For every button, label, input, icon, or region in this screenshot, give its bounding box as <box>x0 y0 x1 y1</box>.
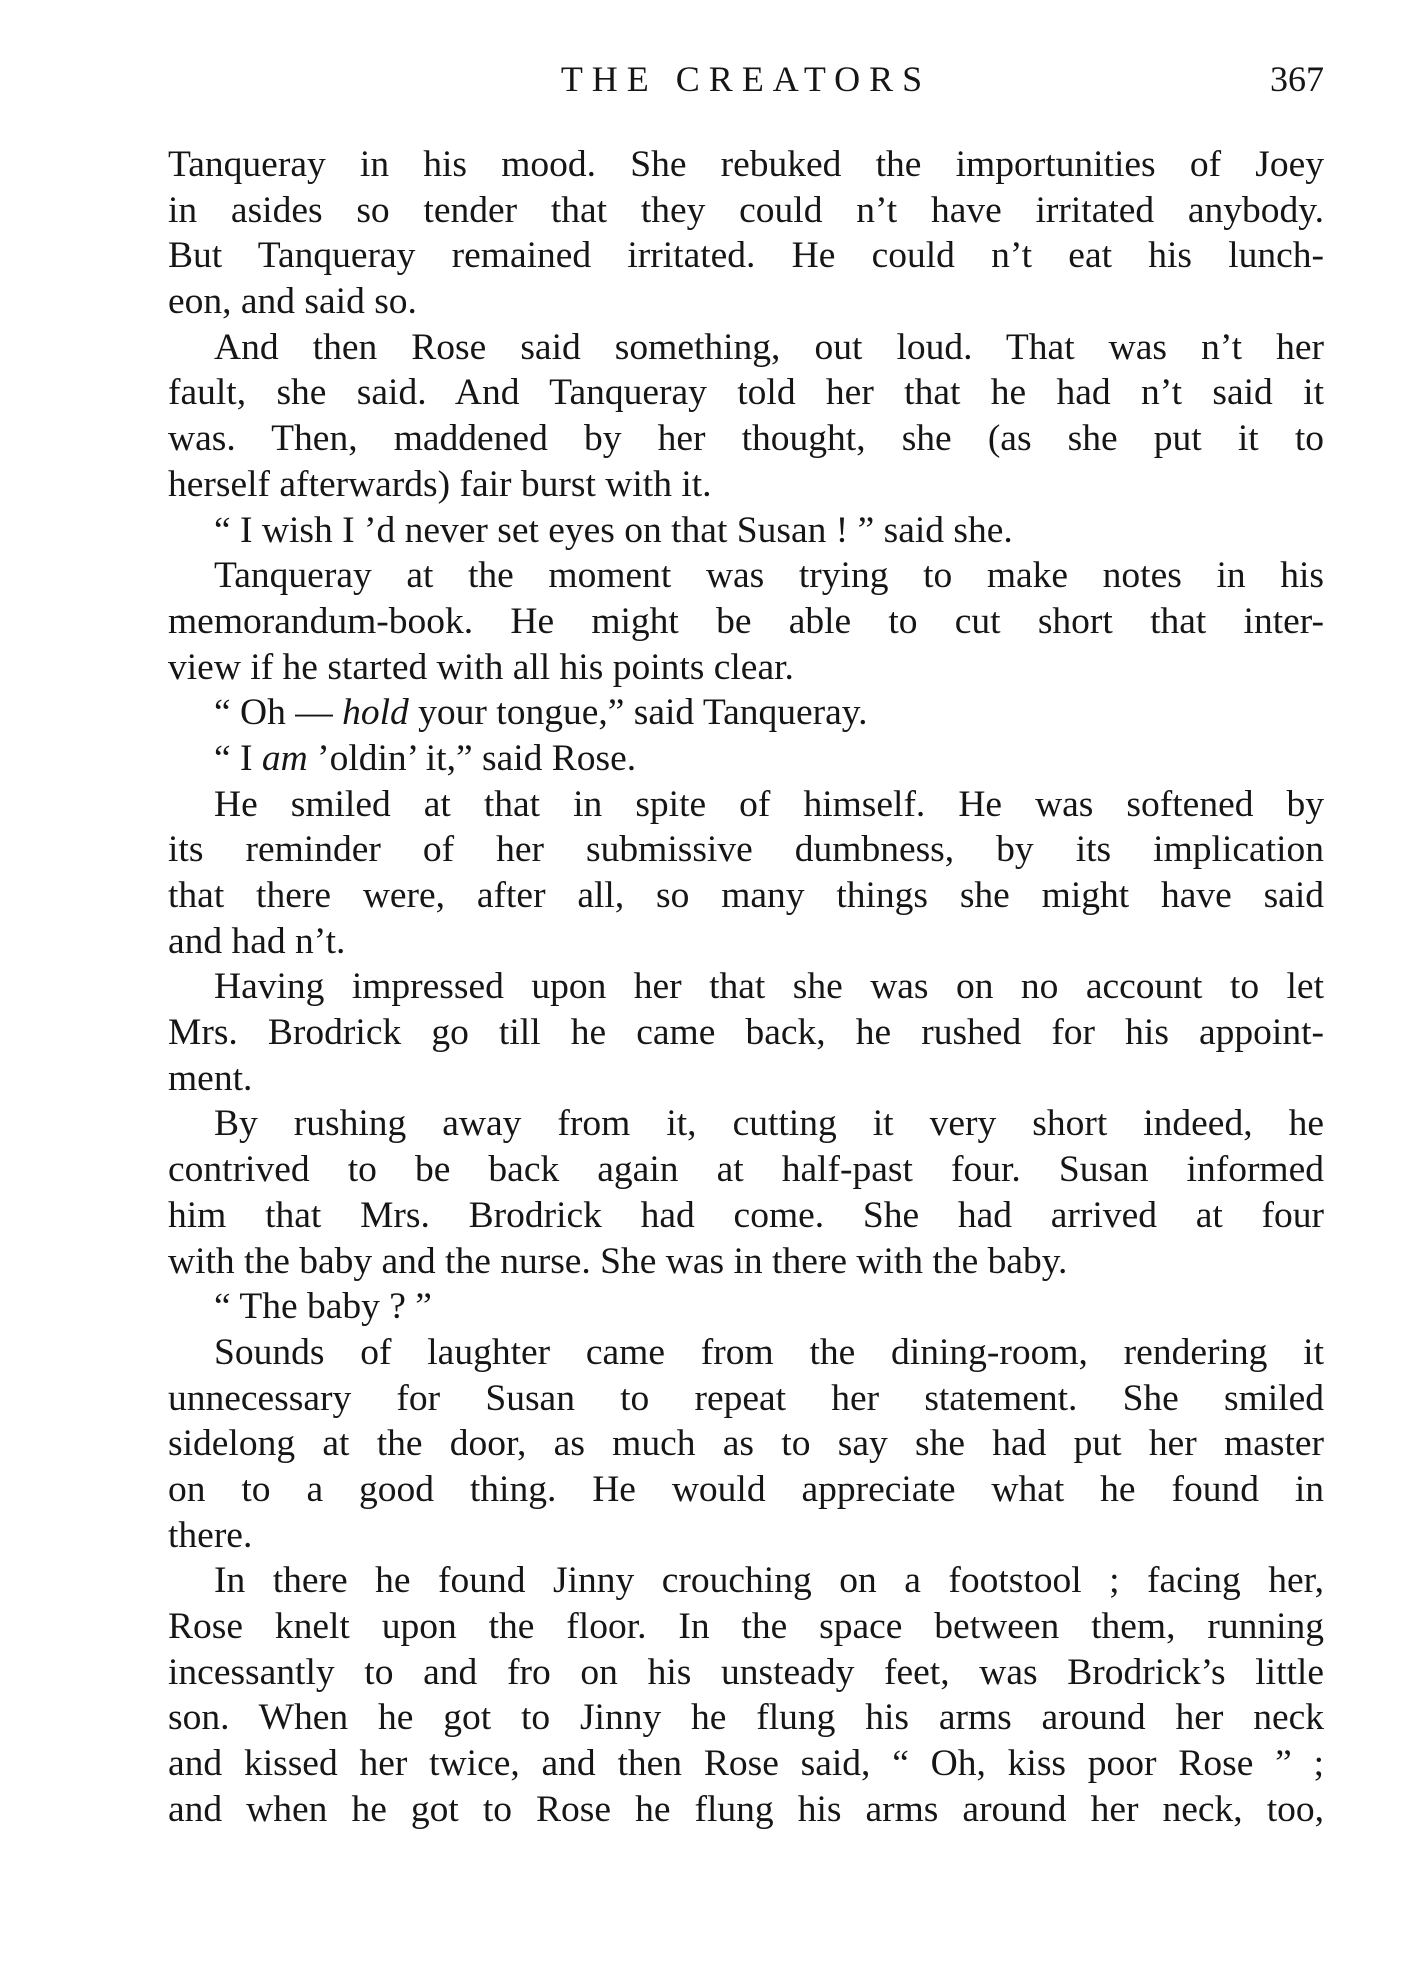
text-line: Tanqueray at the moment was trying to make notes in his <box>214 555 1324 597</box>
italic-emphasis: am <box>261 737 308 779</box>
text-line: with the baby and the nurse. She was in there with the baby. <box>168 1240 1068 1282</box>
text-line <box>168 736 1324 782</box>
text-line: In there he found Jinny crouching on a footstool ; facing her, <box>214 1560 1324 1602</box>
text-line: “ The baby ? ” <box>214 1286 432 1328</box>
text-line: incessantly to and fro on his unsteady feet, was Brodrick’s little <box>168 1651 1324 1693</box>
text-segment: “ Oh — <box>214 692 343 734</box>
text-line: unnecessary for Susan to repeat her statement. She smiled <box>168 1377 1324 1419</box>
running-head <box>168 58 1324 108</box>
text-line: Mrs. Brodrick go till he came back, he rushed for his appoint- <box>168 1012 1324 1054</box>
text-line: him that Mrs. Brodrick had come. She had arrived at four <box>168 1194 1324 1236</box>
text-line: that there were, after all, so many things she might have said <box>168 875 1324 916</box>
text-line: herself afterwards) fair burst with it. <box>168 463 712 505</box>
text-line: By rushing away from it, cutting it very short indeed, he <box>214 1103 1324 1145</box>
running-title: THE CREATORS <box>560 59 932 99</box>
text-line: “ I wish I ’d never set eyes on that Susan ! ” said she. <box>214 509 1013 551</box>
text-line: sidelong at the door, as much as to say she had put her master <box>168 1423 1324 1465</box>
text-line: its reminder of her submissive dumbness, by its implication <box>168 829 1324 871</box>
text-line: And then Rose said something, out loud. That was n’t her <box>214 326 1324 368</box>
text-line: view if he started with all his points clear. <box>168 646 794 688</box>
body-text <box>168 142 1324 1832</box>
text-line: Rose knelt upon the floor. In the space between them, running <box>168 1606 1324 1647</box>
text-line: Tanqueray in his mood. She rebuked the importunities of Joey <box>168 144 1324 185</box>
text-segment: your tongue,” said Tanqueray. <box>408 692 868 734</box>
text-line: and when he got to Rose he flung his arms around her neck, too, <box>168 1788 1324 1830</box>
text-line: and kissed her twice, and then Rose said, “ Oh, kiss poor Rose ” ; <box>168 1743 1324 1785</box>
text-line: ment. <box>168 1057 253 1099</box>
text-segment: ’oldin’ it,” said Rose. <box>307 737 637 779</box>
text-line: But Tanqueray remained irritated. He could n’t eat his lunch- <box>168 235 1324 277</box>
italic-emphasis: hold <box>342 692 409 734</box>
text-line: on to a good thing. He would appreciate what he found in <box>168 1468 1324 1510</box>
text-line: and had n’t. <box>168 920 346 962</box>
text-line: memorandum-book. He might be able to cut short that inter- <box>168 600 1324 642</box>
text-line: Sounds of laughter came from the dining-room, rendering it <box>214 1331 1324 1373</box>
text-line: fault, she said. And Tanqueray told her that he had n’t said it <box>168 372 1324 414</box>
text-line: son. When he got to Jinny he flung his arms around her neck <box>168 1697 1324 1739</box>
page-number: 367 <box>1270 59 1324 99</box>
text-line: was. Then, maddened by her thought, she (as she put it to <box>168 418 1324 460</box>
text-line: contrived to be back again at half-past four. Susan informed <box>168 1149 1324 1191</box>
text-line: in asides so tender that they could n’t have irritated anybody. <box>168 189 1324 231</box>
text-line <box>168 690 1324 736</box>
text-line: there. <box>168 1514 253 1556</box>
text-segment: “ I <box>214 737 262 779</box>
text-line: Having impressed upon her that she was on no account to let <box>214 966 1324 1008</box>
text-line: eon, and said so. <box>168 281 417 323</box>
text-line: He smiled at that in spite of himself. He was softened by <box>214 783 1324 825</box>
